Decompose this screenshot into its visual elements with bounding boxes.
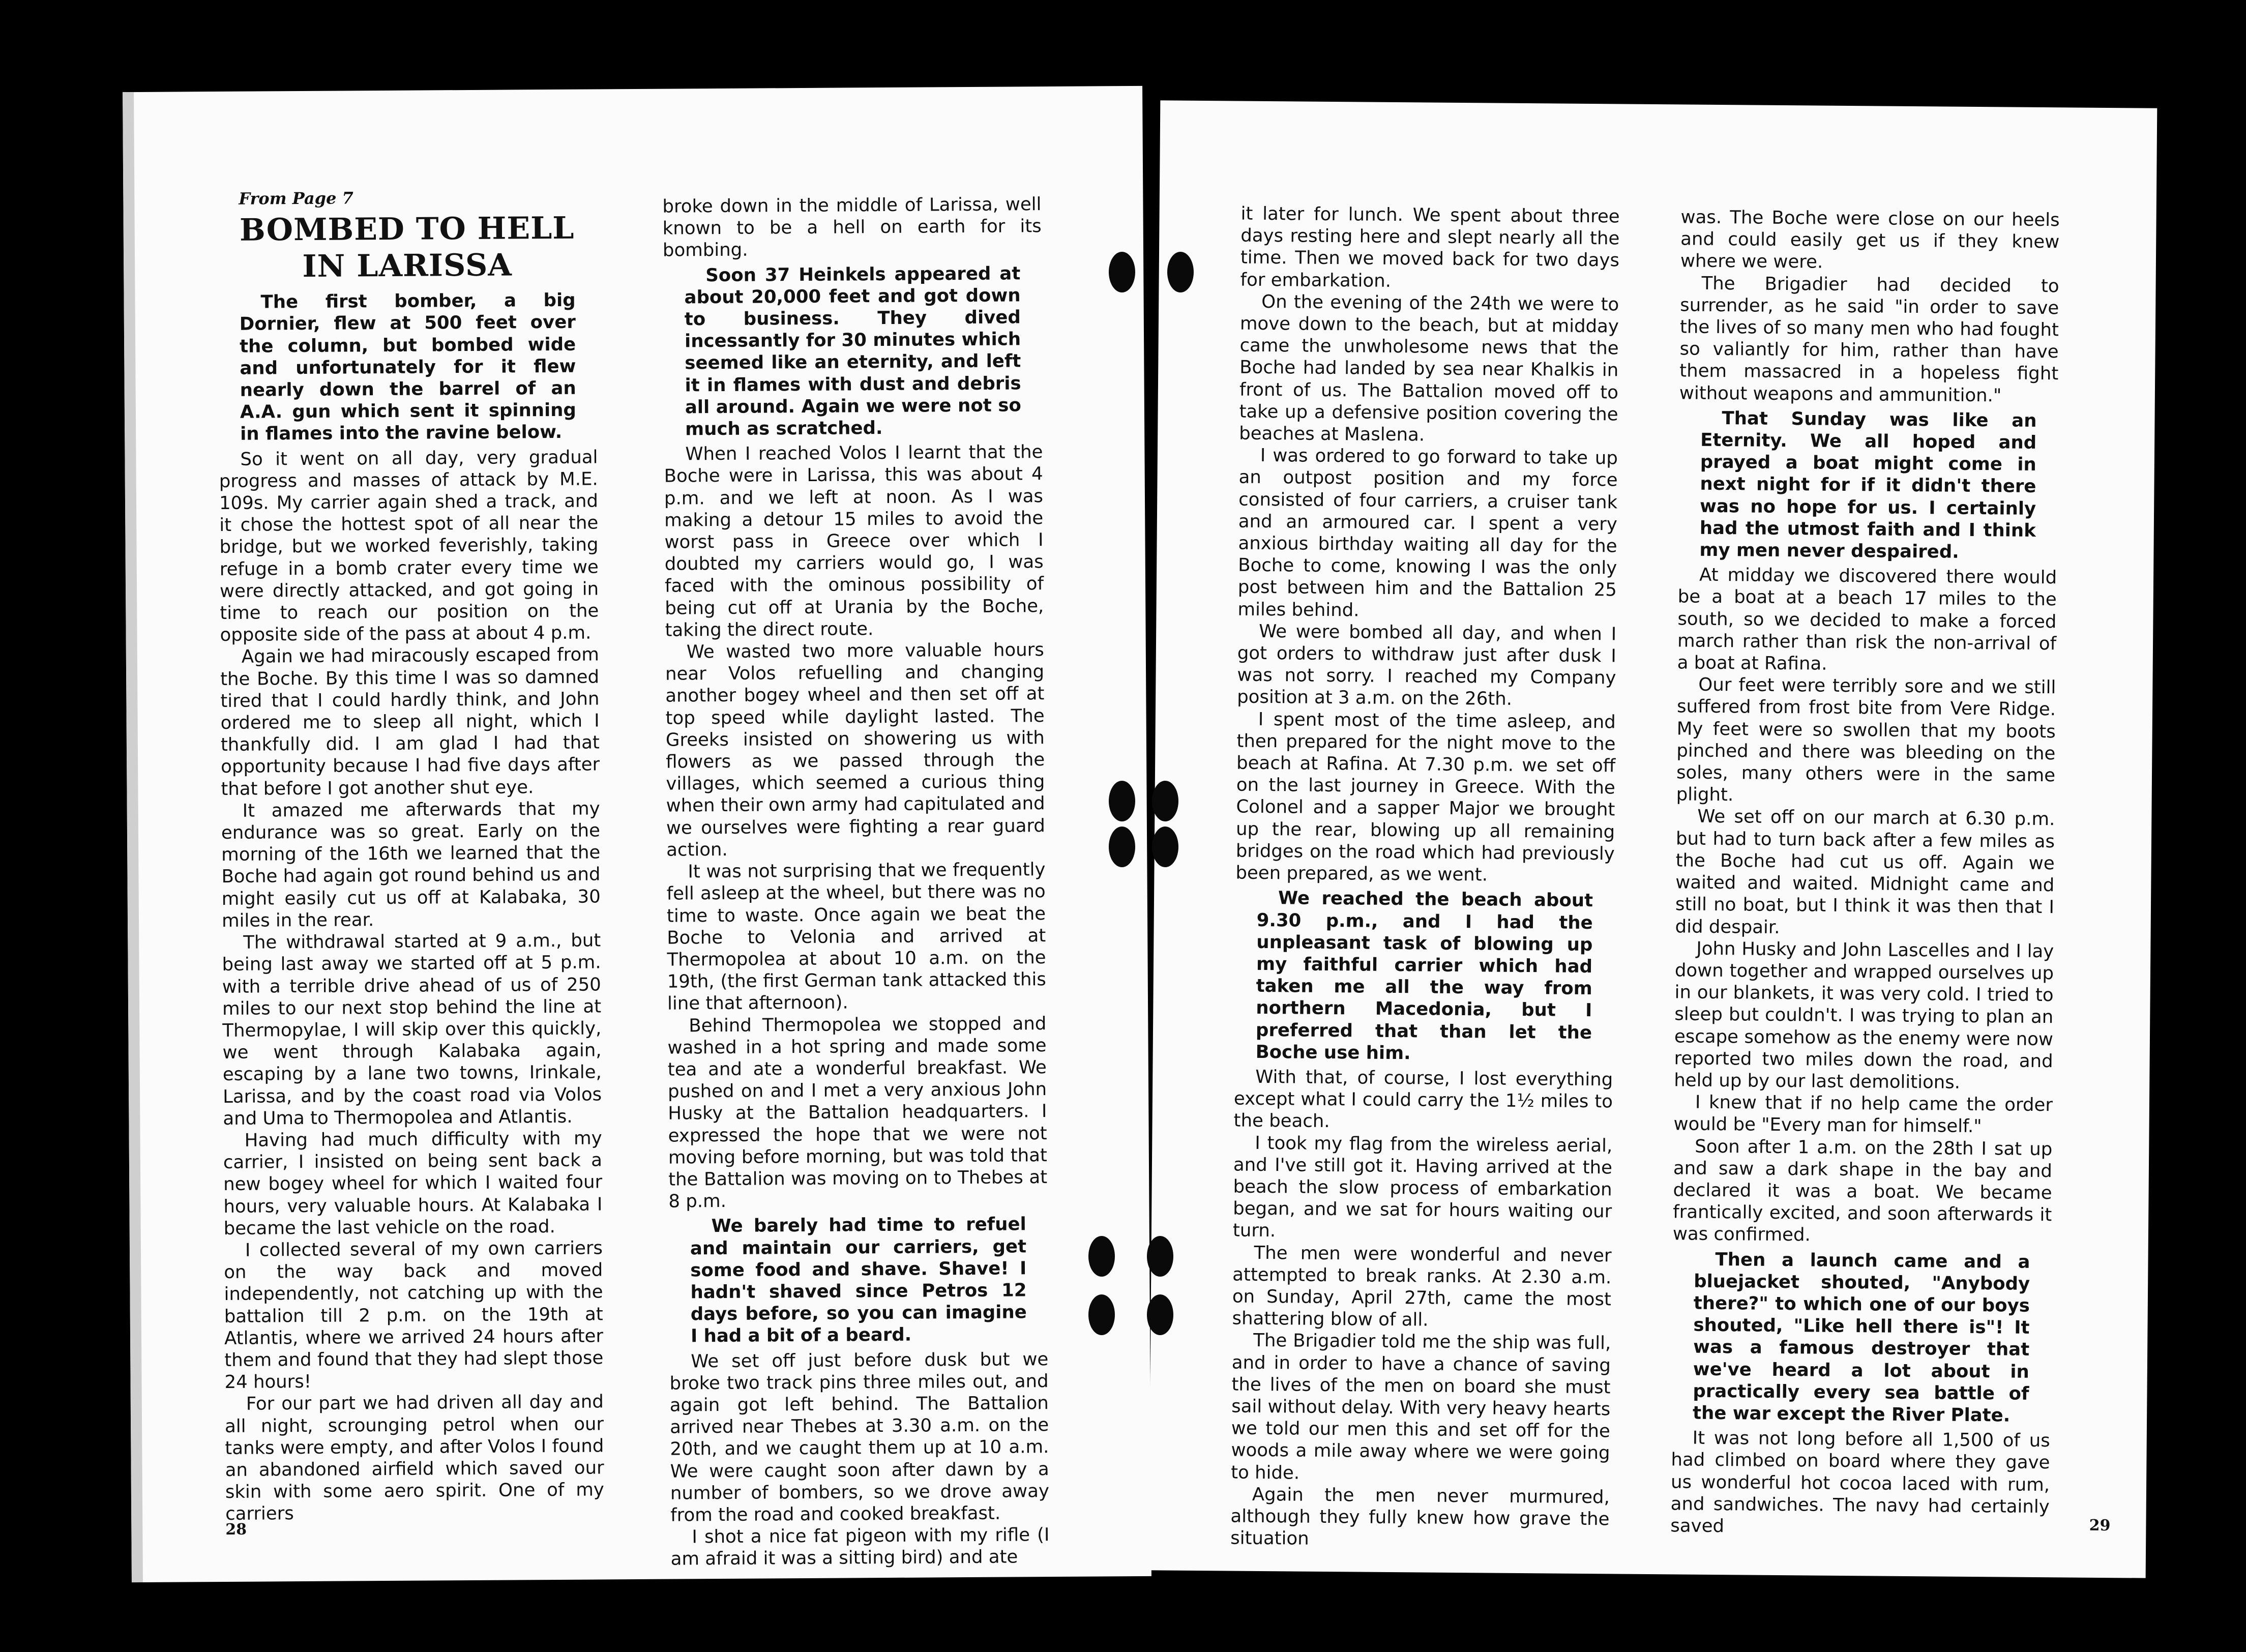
left-column-1 (217, 186, 604, 1525)
paragraph: When I reached Volos I learnt that the Boche were in Larissa, this was about 4 p.m. and we left at noon. As I was making a detour 15 miles to avoid the worst pass in Greece over which I doubted my carriers would go, I was faced with the ominous possibility of being cut off at Urania by the Boche, taking the direct route. (664, 441, 1044, 641)
paragraph: I collected several of my own carriers on the way back and moved independently, not catching up with the battalion till 2 p.m. on the 19th at Atlantis, where we arrived 24 hours after them and found that they had slept those 24 hours! (224, 1237, 604, 1393)
paragraph: Soon after 1 a.m. on the 28th I sat up and saw a dark shape in the bay and declared it was a boat. We became frantically excited, and soon afterwards it was confirmed. (1672, 1136, 2053, 1246)
paragraph: For our part we had driven all day and all night, scrounging petrol when our tanks were empty, and after Volos I found an abandoned airfield which saved our skin with some aero spirit. One of my carriers (224, 1391, 604, 1525)
paragraph: Again the men never murmured, although they fully knew how grave the situation (1230, 1484, 1610, 1549)
bold-paragraph: Soon 37 Heinkels appeared at about 20,000 feet and got down to business. They dived incessantly for 30 minutes which seemed like an eternity, and left it in flames with dust and debris all around. Again we were not so much as scratched. (684, 262, 1021, 440)
paragraph: it later for lunch. We spent about three days resting here and slept nearly all the time. Then we moved back for two days for embarkation. (1240, 203, 1620, 291)
paragraph: was. The Boche were close on our heels and could easily get us if they knew where we were. (1680, 206, 2060, 273)
binder-hole (1088, 1294, 1115, 1335)
paragraph: So it went on all day, very gradual progress and masses of attack by M.E. 109s. My carrier again shed a track, and it chose the hottest spot of all near the bridge, but we worked feverishly, taking refuge in a bomb crater every time we were directly attacked, and got going in time to reach our position on the opposite side of the pass at about 4 p.m. (219, 447, 599, 646)
binder-hole (1167, 252, 1194, 292)
column-body (1670, 206, 2060, 1540)
paragraph: John Husky and John Lascelles and I lay down together and wrapped ourselves up in our blankets, it was very cold. I tried to sleep but couldn't. I was trying to plan an escape somehow as the enemy were now reported two miles down the road, and held up by our last demolitions. (1674, 938, 2054, 1093)
binder-hole (1147, 1294, 1173, 1335)
column-body (662, 193, 1049, 1570)
bold-paragraph: Then a launch came and a bluejacket shouted, "Anybody there?" to which one of our boys shouted, "Like hell there is"! It was a famous destroyer that we've heard a lot about in practically every sea battle of the war except the River Plate. (1692, 1249, 2030, 1426)
column-body (1230, 203, 1620, 1552)
paragraph: Behind Thermopolea we stopped and washed in a hot spring and made some tea and ate a wonderful breakfast. We pushed on and I met a very anxious John Husky at the Battalion headquarters. I expressed the hope that we were not moving before morning, but was told that the Battalion was moving on to Thebes at 8 p.m. (667, 1013, 1048, 1212)
page-number-left: 28 (225, 1520, 247, 1539)
paragraph: Having had much difficulty with my carrier, I insisted on being sent back a new bogey wheel for which I waited four hours, very valuable hours. At Kalabaka I became the last vehicle on the road. (223, 1128, 603, 1239)
left-column-2 (662, 193, 1049, 1570)
paragraph: The men were wonderful and never attempted to break ranks. At 2.30 a.m. on Sunday, April 27th, came the most shattering blow of all. (1232, 1242, 1612, 1331)
paragraph: Our feet were terribly sore and we still suffered from frost bite from Vere Ridge. My feet were so swollen that my boots pinched and there was bleeding on the soles, many others were in the same plight. (1676, 674, 2056, 806)
bold-paragraph: That Sunday was like an Eternity. We all hoped and prayed a boat might come in next night for if it didn't there was no hope for us. I certainly had the utmost faith and I think my men never despaired. (1699, 407, 2037, 563)
binder-hole (1088, 1236, 1115, 1277)
paragraph: It was not surprising that we frequently fell asleep at the wheel, but there was no time to waste. Once again we beat the Boche to Velonia and arrived at Thermopolea at about 10 a.m. on the 19th, (the first German tank attacked this line that afternoon). (666, 859, 1046, 1014)
paragraph: I was ordered to go forward to take up an outpost position and my force consisted of four carriers, a cruiser tank and an armoured car. I spent a very anxious birthday waiting all day for the Boche to come, knowing I was the only post between him and the Battalion 25 miles behind. (1237, 445, 1618, 621)
from-page-label: From Page 7 (239, 188, 353, 209)
paragraph: I shot a nice fat pigeon with my rifle (I am afraid it was a sitting bird) and ate (670, 1524, 1050, 1570)
right-column-2 (1670, 206, 2060, 1540)
paragraph: The withdrawal started at 9 a.m., but being last away we started off at 5 p.m. with a terrible drive ahead of us of 250 miles to our next stop behind the line at Thermopylae, I will skip over this quickly, we went through Kalabaka again, escaping by a lane two towns, Irinkale, Larissa, and by the coast road via Volos and Uma to Thermopolea and Atlantis. (222, 930, 602, 1129)
paragraph: At midday we discovered there would be a boat at a beach 17 miles to the south, so we decided to make a forced march rather than risk the non-arrival of a boat at Rafina. (1677, 564, 2057, 674)
binder-hole (1152, 781, 1178, 821)
paragraph: broke down in the middle of Larissa, well known to be a hell on earth for its bombing. (662, 194, 1042, 261)
paragraph: Again we had miracously escaped from the Boche. By this time I was so damned tired that I could hardly think, and John ordered me to sleep all night, which I thankfully did. I am glad I had that opportunity because I had five days after that before I got another shut eye. (220, 644, 600, 800)
paragraph: It was not long before all 1,500 of us had climbed on board where they gave us wonderful hot cocoa laced with rum, and sandwiches. The navy had certainly saved (1670, 1427, 2050, 1537)
paragraph: We wasted two more valuable hours near Volos refuelling and changing another bogey wheel and then set off at top speed while daylight lasted. The Greeks insisted on showering us with flowers as we passed through the villages, which seemed a curious thing when their own army had capitulated and we ourselves were fighting a rear guard action. (665, 639, 1046, 861)
paragraph: We were bombed all day, and when I got orders to withdraw just after dusk I was not sorry. I reached my Company position at 3 a.m. on the 26th. (1237, 621, 1617, 710)
paragraph: I took my flag from the wireless aerial, and I've still got it. Having arrived at the beach the slow process of embarkation began, and we sat for hours waiting our turn. (1232, 1132, 1613, 1242)
paragraph: We set off on our march at 6.30 p.m. but had to turn back after a few miles as the Boche had cut us off. Again we waited and waited. Midnight came and still no boat, but I think it was then that I did despair. (1675, 806, 2055, 938)
paragraph: With that, of course, I lost everything except what I could carry the 1½ miles to the beach. (1233, 1066, 1613, 1132)
paragraph: We set off just before dusk but we broke two track pins three miles out, and again got left behind. The Battalion arrived near Thebes at 3.30 a.m. on the 20th, and we caught them up at 10 a.m. We were caught soon after dawn by a number of bombers, so we drove away from the road and cooked breakfast. (669, 1348, 1050, 1526)
paragraph: The Brigadier had decided to surrender, as he said "in order to save the lives of so many men who had fought so valiantly for him, rather than have them massacred in a hopeless fight without weapons and ammunition." (1679, 273, 2059, 406)
right-page (1149, 100, 2158, 1578)
paragraph: The Brigadier told me the ship was full, and in order to have a chance of saving the lives of the men on board she must sail without delay. With very heavy hearts we told our men this and set off for the woods a mile away where we were going to hide. (1231, 1330, 1611, 1484)
left-page (123, 86, 1151, 1582)
page-number-right: 29 (2089, 1516, 2111, 1535)
binder-hole (1109, 781, 1135, 821)
binder-hole (1109, 252, 1135, 292)
paragraph: It amazed me afterwards that my endurance was so great. Early on the morning of the 16th we learned that the Boche had again got round behind us and might easily cut us off at Kalabaka, 30 miles in the rear. (221, 798, 601, 931)
binder-hole (1152, 827, 1178, 867)
paragraph: I knew that if no help came the order would be "Every man for himself." (1673, 1092, 2053, 1137)
article-headline: BOMBED TO HELL IN LARISSA (239, 210, 575, 285)
column-body (218, 289, 604, 1525)
binder-hole (1147, 1236, 1173, 1277)
binder-hole (1109, 827, 1135, 867)
bold-paragraph: We barely had time to refuel and maintain our carriers, get some food and shave. Shave! I hadn't shaved since Petros 12 days before, so you can imagine I had a bit of a beard. (690, 1214, 1027, 1347)
bold-paragraph: We reached the beach about 9.30 p.m., and I had the unpleasant task of blowing up my faithful carrier which had taken me all the way from northern Macedonia, but I preferred that than let the Boche use him. (1255, 888, 1593, 1064)
right-column-1 (1230, 203, 1620, 1552)
paragraph: On the evening of the 24th we were to move down to the beach, but at midday came the unwholesome news that the Boche had landed by sea near Khalkis in front of us. The Battalion moved off to take up a defensive position covering the beaches at Maslena. (1239, 291, 1619, 446)
bold-paragraph: The first bomber, a big Dornier, flew at 500 feet over the column, but bombed wide and unfortunately for it flew nearly down the barrel of an A.A. gun which sent it spinning in flames into the ravine below. (239, 289, 577, 445)
paragraph: I spent most of the time asleep, and then prepared for the night move to the beach at Rafina. At 7.30 p.m. we set off on the last journey in Greece. With the Colonel and a sapper Major we brought up the rear, blowing up all remaining bridges on the road which had previously been prepared, as we went. (1235, 709, 1616, 886)
